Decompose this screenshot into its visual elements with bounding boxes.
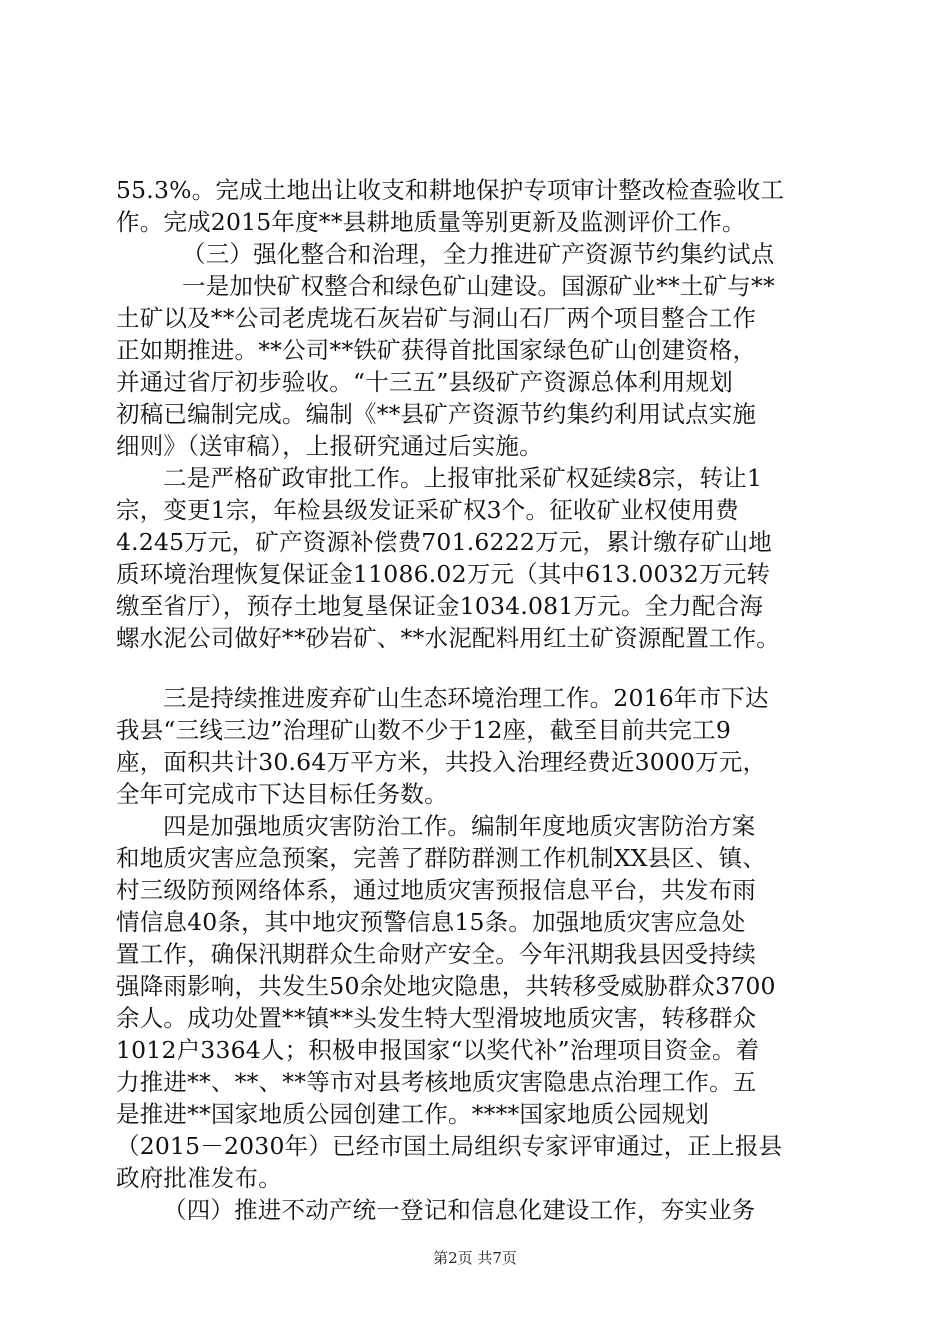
text-line: 我县“三线三边”治理矿山数不少于12座，截至目前共完工9 [116, 716, 731, 744]
text-line: 质环境治理恢复保证金11086.02万元（其中613.0032万元转 [116, 560, 771, 588]
text-line: 强降雨影响，共发生50余处地灾隐患，共转移受威胁群众3700 [116, 972, 776, 1000]
text-line: 是推进**国家地质公园创建工作。****国家地质公园规划 [116, 1100, 710, 1128]
text-line: 置工作，确保汛期群众生命财产安全。今年汛期我县因受持续 [116, 940, 756, 968]
text-line: 和地质灾害应急预案，完善了群防群测工作机制XX县区、镇、 [116, 844, 767, 872]
text-line: 正如期推进。**公司**铁矿获得首批国家绿色矿山创建资格， [116, 336, 757, 364]
text-line: 1012户3364人；积极申报国家“以奖代补”治理项目资金。着 [116, 1036, 760, 1064]
text-line: （2015－2030年）已经市国土局组织专家评审通过，正上报县 [116, 1132, 783, 1160]
paragraph-start: 二是严格矿政审批工作。上报审批采矿权延续8宗，转让1 [163, 464, 763, 492]
text-line: 座，面积共计30.64万平方米，共投入治理经费近3000万元， [116, 748, 767, 776]
text-line: 4.245万元，矿产资源补偿费701.6222万元，累计缴存矿山地 [116, 528, 773, 556]
text-line: 情信息40条，其中地灾预警信息15条。加强地质灾害应急处 [116, 908, 746, 936]
text-line: 力推进**、**、**等市对县考核地质灾害隐患点治理工作。五 [116, 1068, 757, 1096]
page-footer: 第2页 共7页 [433, 1249, 517, 1267]
document-body [116, 174, 844, 1226]
text-line: 村三级防预网络体系，通过地质灾害预报信息平台，共发布雨 [116, 876, 756, 904]
paragraph-gap [116, 654, 844, 682]
text-line: 细则》（送审稿），上报研究通过后实施。 [116, 432, 543, 460]
text-line: 缴至省厅），预存土地复垦保证金1034.081万元。全力配合海 [116, 592, 764, 620]
text-line: 作。完成2015年度**县耕地质量等别更新及监测评价工作。 [116, 208, 746, 236]
text-line: 政府批准发布。 [116, 1164, 282, 1192]
text-line: 余人。成功处置**镇**头发生特大型滑坡地质灾害，转移群众 [116, 1004, 757, 1032]
text-line: 宗，变更1宗，年检县级发证采矿权3个。征收矿业权使用费 [116, 496, 739, 524]
text-line: 全年可完成市下达目标任务数。 [116, 780, 448, 808]
text-line: 并通过省厅初步验收。“十三五”县级矿产资源总体利用规划 [116, 368, 733, 396]
text-line: 55.3%。完成土地出让收支和耕地保护专项审计整改检查验收工 [116, 176, 785, 204]
section-heading: （四）推进不动产统一登记和信息化建设工作，夯实业务 [163, 1196, 756, 1224]
text-line: 初稿已编制完成。编制《**县矿产资源节约集约利用试点实施 [116, 400, 757, 428]
paragraph-start: 一是加快矿权整合和绿色矿山建设。国源矿业**土矿与** [182, 272, 775, 300]
section-heading: （三）强化整合和治理，全力推进矿产资源节约集约试点 [182, 240, 775, 268]
paragraph-start: 四是加强地质灾害防治工作。编制年度地质灾害防治方案 [163, 812, 756, 840]
text-line: 土矿以及**公司老虎垅石灰岩矿与洞山石厂两个项目整合工作 [116, 304, 757, 332]
text-line: 螺水泥公司做好**砂岩矿、**水泥配料用红土矿资源配置工作。 [116, 624, 780, 652]
paragraph-start: 三是持续推进废弃矿山生态环境治理工作。2016年市下达 [163, 684, 769, 712]
